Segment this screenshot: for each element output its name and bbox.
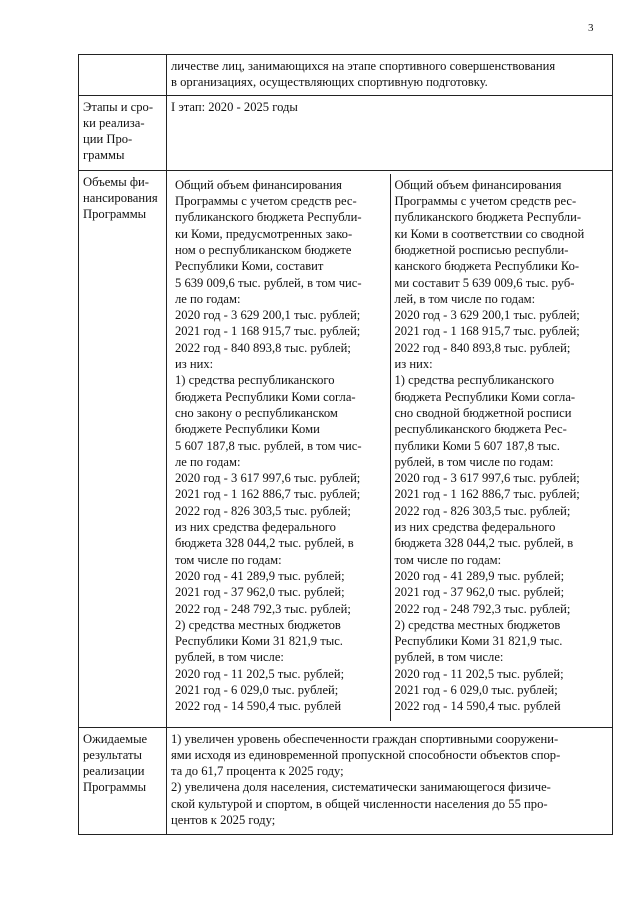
passport-table [78,54,613,835]
label-line: Объемы фи- [83,174,149,189]
funding-line: канского бюджета Республики Ко- [394,259,580,274]
text-line: ской культурой и спортом, в общей численности населения до 55 про- [171,796,548,811]
label-line: реализации [83,764,145,779]
funding-line: бюджета 328 044,2 тыс. рублей, в [175,536,354,551]
funding-line: ле по годам: [175,454,241,469]
text-line: личестве лиц, занимающихся на этапе спортивного совершенствования [171,59,556,73]
funding-line: ки Коми в соответствии со сводной [394,226,585,241]
funding-line: 2021 год - 37 962,0 тыс. рублей; [394,585,565,600]
funding-line: 2020 год - 3 629 200,1 тыс. рублей; [175,308,361,323]
funding-line: Общий объем финансирования [394,177,562,192]
funding-line: ном о республиканском бюджете [175,242,352,257]
label-line: Ожидаемые [83,731,148,746]
funding-line: 5 607 187,8 тыс. рублей, в том чис- [175,438,362,453]
funding-line: 2022 год - 14 590,4 тыс. рублей [175,699,342,714]
funding-line: лей, в том числе по годам: [394,291,536,306]
funding-line: публики Коми 5 607 187,8 тыс. [394,438,560,453]
funding-line: 2021 год - 1 168 915,7 тыс. рублей; [175,324,361,339]
row-results-content [167,727,613,835]
funding-line: бюджетной росписью республи- [394,242,569,257]
text-line: I этап: 2020 - 2025 годы [171,99,298,114]
funding-line: Республики Коми 31 821,9 тыс. [175,634,343,649]
funding-line: бюджета Республики Коми согла- [394,389,576,404]
funding-line: 2022 год - 840 893,8 тыс. рублей; [175,340,351,355]
row-results [79,727,613,835]
funding-line: ми составит 5 639 009,6 тыс. руб- [394,275,575,290]
funding-line: 2020 год - 3 617 997,6 тыс. рублей; [394,471,580,486]
funding-line: ле по годам: [175,291,241,306]
row-funding-label [79,170,167,727]
label-line: Программы [83,207,147,222]
funding-line: рублей, в том числе: [394,650,504,665]
funding-line: Программы с учетом средств рес- [175,194,357,209]
funding-line: 2021 год - 6 029,0 тыс. рублей; [394,682,558,697]
funding-line: сно закону о республиканском [175,405,338,420]
row-continuation-content [167,55,613,96]
label-line: граммы [83,148,125,163]
funding-line: бюджета Республики Коми согла- [175,389,356,404]
row-continuation [79,55,613,96]
funding-line: 2) средства местных бюджетов [175,617,341,632]
label-line: результаты [83,747,142,762]
row-continuation-label [79,55,167,96]
funding-line: 2022 год - 248 792,3 тыс. рублей; [175,601,351,616]
text-line: в организациях, осуществляющих спортивную подготовку. [171,75,488,90]
label-line: нансирования [83,191,158,206]
funding-line: рублей, в том числе: [175,650,284,665]
funding-line: 2) средства местных бюджетов [394,617,561,632]
funding-line: 2021 год - 1 168 915,7 тыс. рублей; [394,324,580,339]
funding-comparison [171,174,609,721]
funding-left-column [171,174,390,721]
funding-line: 2022 год - 826 303,5 тыс. рублей; [175,503,351,518]
funding-right-column [390,174,609,721]
funding-line: 2022 год - 14 590,4 тыс. рублей [394,699,561,714]
row-stages-content [167,95,613,170]
funding-line: 1) средства республиканского [175,373,335,388]
label-line: Программы [83,780,147,795]
row-stages [79,95,613,170]
funding-line: рублей, в том числе по годам: [394,454,554,469]
text-line: та до 61,7 процента к 2025 году; [171,764,344,779]
funding-line: 2020 год - 41 289,9 тыс. рублей; [175,568,345,583]
row-results-label [79,727,167,835]
funding-line: публиканского бюджета Республи- [175,210,362,225]
funding-line: 2021 год - 37 962,0 тыс. рублей; [175,585,345,600]
row-funding [79,170,613,727]
funding-line: 2021 год - 1 162 886,7 тыс. рублей; [394,487,580,502]
funding-line: ки Коми, предусмотренных зако- [175,226,353,241]
funding-line: 2020 год - 11 202,5 тыс. рублей; [175,666,345,681]
funding-line: Республики Коми 31 821,9 тыс. [394,634,563,649]
funding-line: том числе по годам: [175,552,282,567]
funding-line: бюджета 328 044,2 тыс. рублей, в [394,536,574,551]
funding-line: 2022 год - 248 792,3 тыс. рублей; [394,601,571,616]
funding-line: 2020 год - 3 629 200,1 тыс. рублей; [394,308,580,323]
funding-line: из них: [175,357,214,372]
text-line: ями исходя из единовременной пропускной способности объектов спор- [171,747,561,762]
funding-line: республиканского бюджета Рес- [394,422,567,437]
row-stages-label [79,95,167,170]
funding-line: 2020 год - 3 617 997,6 тыс. рублей; [175,471,361,486]
funding-line: Программы с учетом средств рес- [394,194,577,209]
funding-line: из них средства федерального [394,520,556,535]
funding-line: публиканского бюджета Республи- [394,210,582,225]
text-line: 1) увеличен уровень обеспеченности граждан спортивными сооружени- [171,731,559,746]
funding-line: 2022 год - 826 303,5 тыс. рублей; [394,503,571,518]
funding-line: 2020 год - 11 202,5 тыс. рублей; [394,666,564,681]
funding-line: из них: [394,357,433,372]
label-line: Этапы и сро- [83,99,154,114]
funding-line: Общий объем финансирования [175,177,342,192]
text-line: центов к 2025 году; [171,813,276,828]
funding-line: 2020 год - 41 289,9 тыс. рублей; [394,568,565,583]
text-line: 2) увеличена доля населения, систематически занимающегося физиче- [171,780,551,795]
label-line: ки реализа- [83,115,145,130]
funding-line: том числе по годам: [394,552,502,567]
funding-line: 2022 год - 840 893,8 тыс. рублей; [394,340,571,355]
funding-line: 2021 год - 1 162 886,7 тыс. рублей; [175,487,361,502]
funding-line: 5 639 009,6 тыс. рублей, в том чис- [175,275,362,290]
row-funding-content [167,170,613,727]
page-number: 3 [588,22,594,34]
label-line: ции Про- [83,132,133,147]
funding-line: 2021 год - 6 029,0 тыс. рублей; [175,682,339,697]
funding-line: бюджете Республики Коми [175,422,320,437]
funding-line: из них средства федерального [175,520,336,535]
funding-line: сно сводной бюджетной росписи [394,405,572,420]
funding-line: Республики Коми, составит [175,259,324,274]
funding-line: 1) средства республиканского [394,373,555,388]
